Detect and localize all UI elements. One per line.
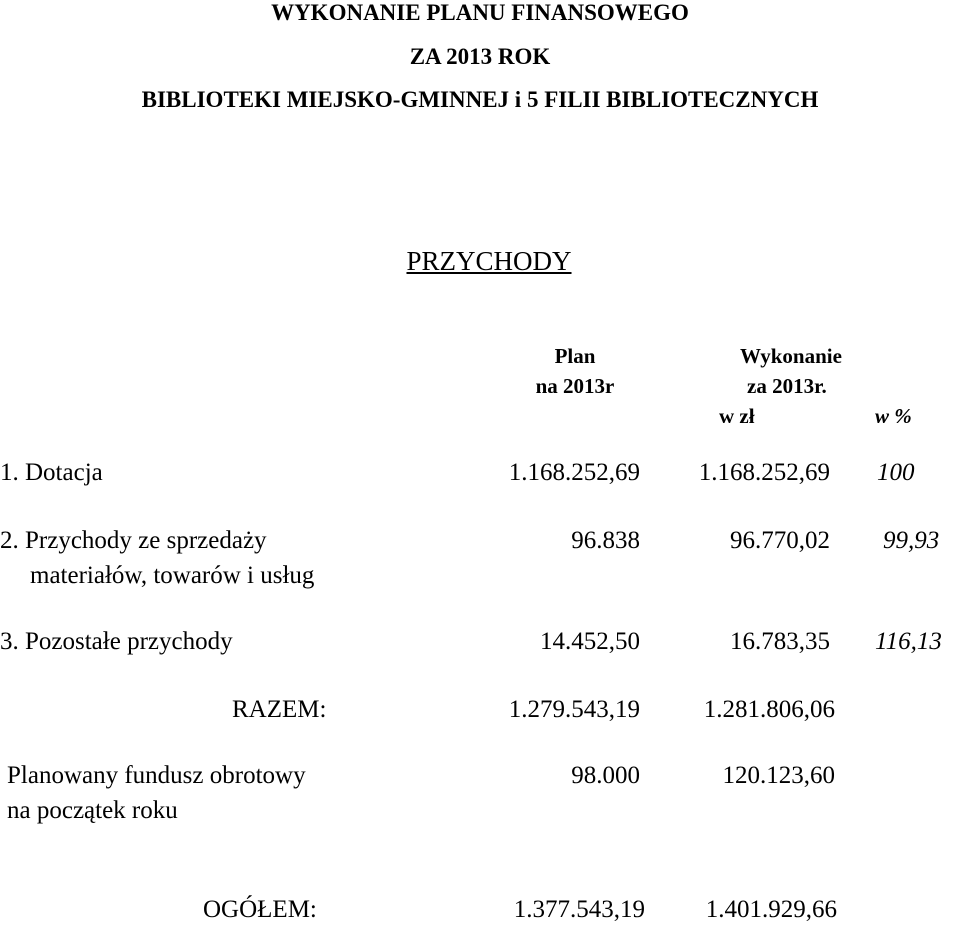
fundusz-label-cont: na początek roku	[7, 797, 178, 824]
row-execution-value: 96.770,02	[730, 527, 830, 554]
document-title-line-1: WYKONANIE PLANU FINANSOWEGO	[271, 0, 689, 25]
plan-header-line-2: na 2013r	[535, 374, 615, 398]
document-title-line-2: ZA 2013 ROK	[409, 44, 551, 69]
fundusz-execution-value: 120.123,60	[722, 762, 835, 789]
row-plan-value: 1.168.252,69	[508, 459, 640, 486]
row-label-sprzedaz-cont: materiałów, towarów i usług	[30, 562, 315, 589]
row-percent-value: 100	[877, 459, 915, 486]
row-label-pozostale: 3. Pozostałe przychody	[0, 628, 233, 655]
unit-percent-header: w %	[875, 404, 912, 428]
ogolem-label: OGÓŁEM:	[203, 896, 317, 923]
row-percent-value: 99,93	[883, 527, 940, 554]
row-plan-value: 14.452,50	[540, 628, 640, 655]
document-title-line-3: BIBLIOTEKI MIEJSKO-GMINNEJ i 5 FILII BIBLIOTECZNYCH	[141, 87, 819, 112]
execution-header-line-2: za 2013r.	[747, 374, 827, 398]
row-execution-value: 1.168.252,69	[698, 459, 830, 486]
section-title: PRZYCHODY	[406, 246, 572, 276]
row-execution-value: 16.783,35	[730, 628, 830, 655]
row-percent-value: 116,13	[875, 628, 942, 655]
ogolem-plan-value: 1.377.543,19	[513, 896, 645, 923]
razem-execution-value: 1.281.806,06	[703, 696, 835, 723]
razem-label: RAZEM:	[232, 696, 327, 723]
ogolem-execution-value: 1.401.929,66	[705, 896, 837, 923]
plan-header-line-1: Plan	[554, 344, 596, 368]
execution-header-line-1: Wykonanie	[740, 344, 842, 368]
fundusz-plan-value: 98.000	[571, 762, 640, 789]
razem-plan-value: 1.279.543,19	[508, 696, 640, 723]
row-label-sprzedaz: 2. Przychody ze sprzedaży	[0, 527, 267, 554]
row-plan-value: 96.838	[571, 527, 640, 554]
fundusz-label: Planowany fundusz obrotowy	[7, 762, 306, 789]
unit-pln-header: w zł	[719, 404, 755, 428]
row-label-dotacja: 1. Dotacja	[0, 459, 103, 486]
